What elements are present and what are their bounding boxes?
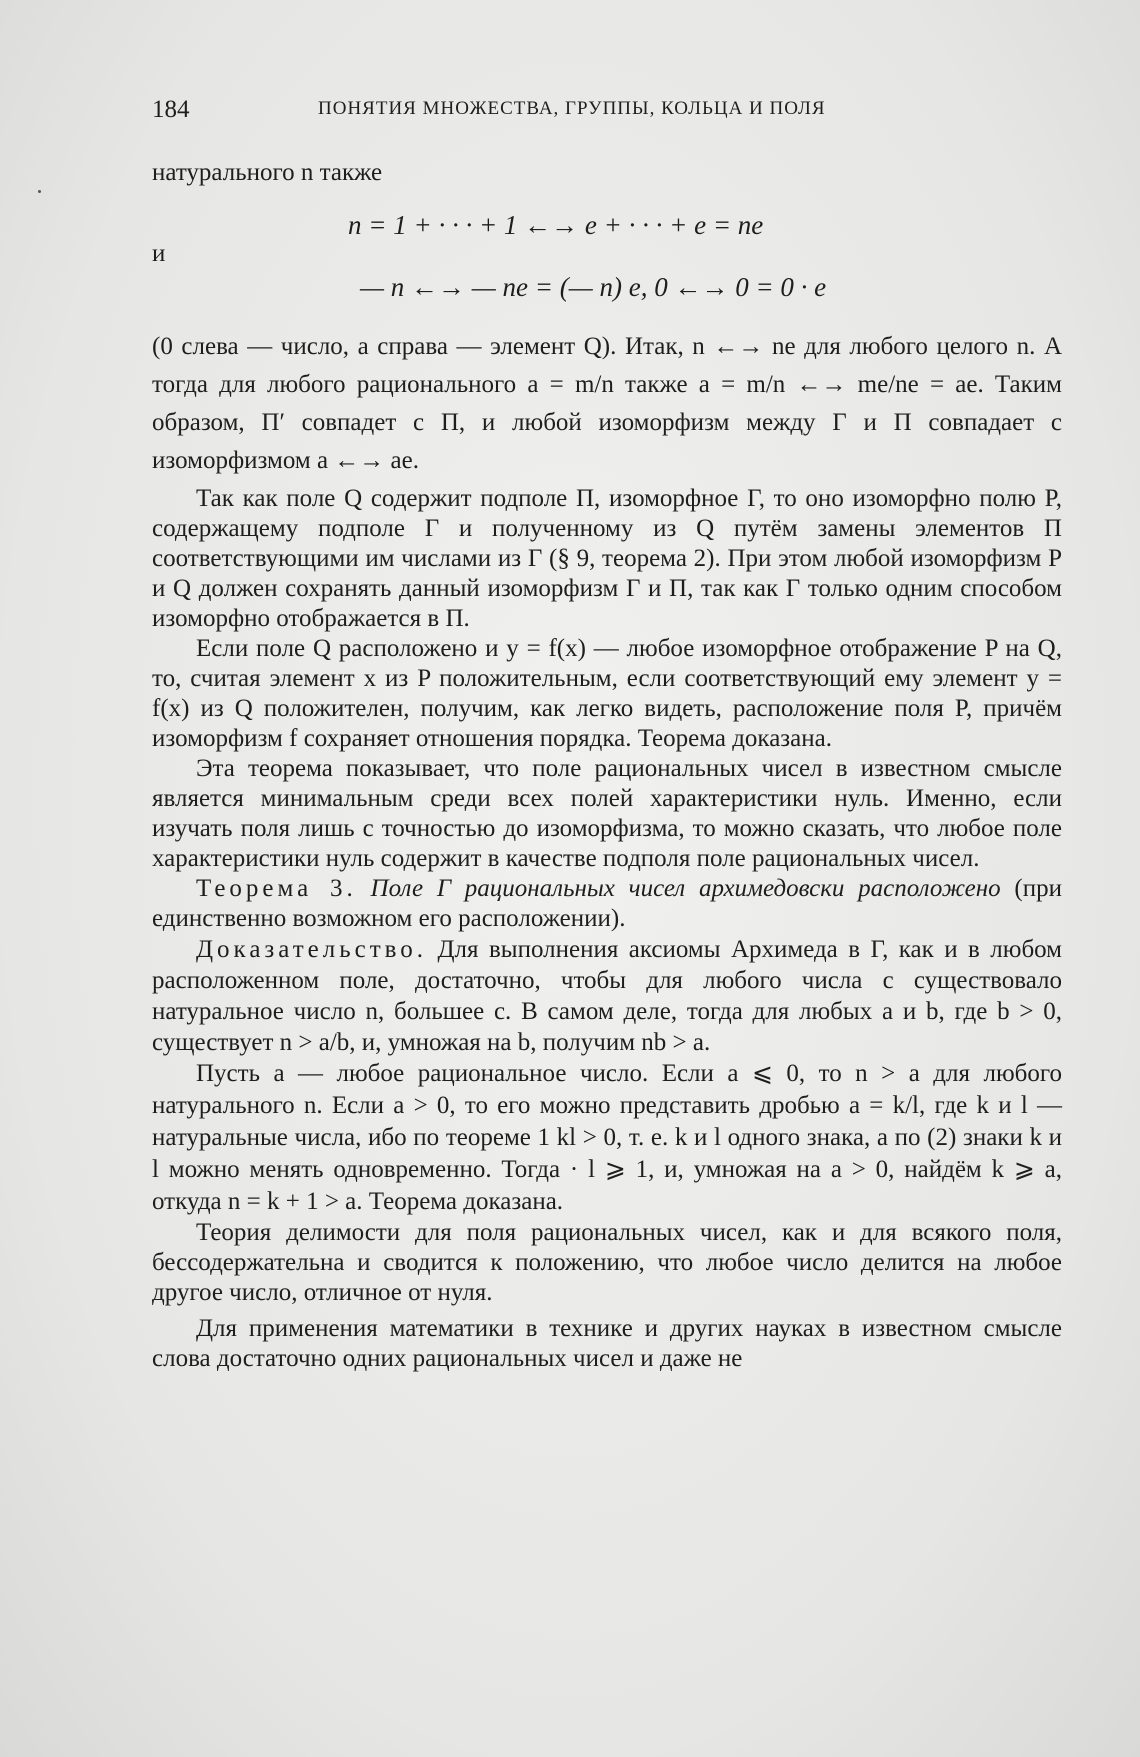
equation-1: n = 1 + · · · + 1 ←→ e + · · · + e = ne	[348, 210, 764, 240]
theorem-rest: (при единственно возможном его расположении).	[152, 875, 1063, 932]
running-title: ПОНЯТИЯ МНОЖЕСТВА, ГРУППЫ, КОЛЬЦА И ПОЛЯ	[318, 98, 826, 119]
paragraph-7: Для применения математики в технике и других науках в известном смысле слова достаточно одних рациональных чисел и даже не	[152, 1315, 1062, 1372]
body-text	[152, 328, 1062, 1374]
page-number: 184	[152, 96, 190, 123]
proof	[152, 934, 1062, 1058]
proof-text: Для выполнения аксиомы Архимеда в Г, как и в любом расположенном поле, достаточно, чтобы для любого числа c существовало натуральное число n, большее c. В самом деле, тогда для любых a и b, где b > 0, существует n > a/b, и, умножая на b, получим nb > a.	[152, 936, 1063, 1056]
paragraph-2: Так как поле Q содержит подполе П, изоморфное Г, то оно изоморфно полю P, содержащему подполе Г и полученному из Q путём замены элементов П соответствующими им числами из Г (§ 9, теорема 2). При этом любой изоморфизм P и Q должен сохранять данный изоморфизм Г и П, так как Г только одним способом изоморфно отображается в П.	[152, 485, 1062, 632]
paragraph-5: Пусть a — любое рациональное число. Если a ⩽ 0, то n > a для любого натурального n. Если a > 0, то его можно представить дробью a = k/l, где k и l — натуральные числа, ибо по теореме 1 kl > 0, т. е. k и l одного знака, а по (2) знаки k и l можно менять одновременно. Тогда · l ⩾ 1, и, умножая на a > 0, найдём k ⩾ a, откуда n = k + 1 > a. Теорема доказана.	[152, 1060, 1062, 1215]
equation-2: — n ←→ — ne = (— n) e, 0 ←→ 0 = 0 · e	[360, 272, 827, 302]
conjunction-and: и	[152, 240, 166, 267]
theorem-statement: Поле Г рациональных чисел архимедовски расположено	[370, 875, 1001, 902]
paragraph-1: (0 слева — число, а справа — элемент Q). Итак, n ←→ ne для любого целого n. А тогда для любого рационального a = m/n также a = m/n ←→ me/ne = ae. Таким образом, П′ совпадет с П, и любой изоморфизм между Г и П совпадает с изоморфизмом a ←→ ae.	[152, 333, 1062, 474]
paragraph-4: Эта теорема показывает, что поле рациональных чисел в известном смысле является минимальным среди всех полей характеристики нуль. Именно, если изучать поля лишь с точностью до изоморфизма, то можно сказать, что любое поле характеристики нуль содержит в качестве подполя поле рациональных чисел.	[152, 755, 1062, 872]
scan-speck	[38, 190, 41, 193]
paragraph-3: Если поле Q расположено и y = f(x) — любое изоморфное отображение P на Q, то, считая элемент x из P положительным, если соответствующий ему элемент y = f(x) из Q положителен, получим, как легко видеть, расположение поля P, причём изоморфизм f сохраняет отношения порядка. Теорема доказана.	[152, 635, 1062, 752]
page-header	[152, 96, 1062, 128]
intro-line: натурального n также	[152, 159, 383, 186]
theorem-3	[152, 874, 1062, 934]
theorem-label: Теорема 3.	[196, 875, 357, 902]
proof-label: Доказательство.	[196, 936, 428, 963]
paragraph-6: Теория делимости для поля рациональных чисел, как и для всякого поля, бессодержательна и сводится к положению, что любое число делится на любое другое число, отличное от нуля.	[152, 1219, 1062, 1306]
